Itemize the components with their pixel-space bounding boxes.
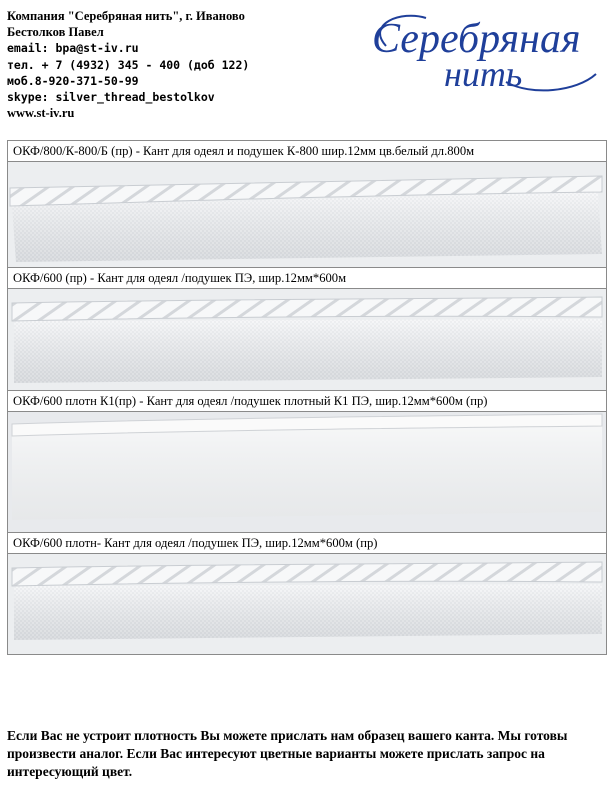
company-logo xyxy=(356,4,610,100)
product-photo xyxy=(8,162,606,267)
website-link[interactable]: www.st-iv.ru xyxy=(7,106,75,121)
product-item xyxy=(7,267,607,390)
skype-id: skype: silver_thread_bestolkov xyxy=(7,90,215,105)
logo-text-line2: нить xyxy=(444,54,523,94)
email-link[interactable]: email: bpa@st-iv.ru xyxy=(7,41,139,56)
product-item xyxy=(7,390,607,532)
product-item xyxy=(7,532,607,655)
product-photo xyxy=(8,554,606,654)
contact-block xyxy=(7,8,347,121)
product-list xyxy=(7,140,607,655)
product-photo xyxy=(8,289,606,390)
product-label: ОКФ/600 плотн К1(пр) - Кант для одеял /подушек плотный К1 ПЭ, шир.12мм*600м (пр) xyxy=(8,391,606,412)
product-label: ОКФ/800/К-800/Б (пр) - Кант для одеял и подушек К-800 шир.12мм цв.белый дл.800м xyxy=(8,141,606,162)
product-item xyxy=(7,140,607,267)
product-label: ОКФ/600 плотн- Кант для одеял /подушек ПЭ, шир.12мм*600м (пр) xyxy=(8,533,606,554)
phone-number: тел. + 7 (4932) 345 - 400 (доб 122) xyxy=(7,57,250,72)
product-photo xyxy=(8,412,606,532)
contact-person: Бестолков Павел xyxy=(7,25,104,40)
footer-note: Если Вас не устроит плотность Вы можете прислать нам образец вашего канта. Мы готовы произвести аналог. Если Вас интересуют цветные варианты можете прислать запрос на интересующий цвет. xyxy=(7,728,568,779)
logo-text-line1: Серебряная xyxy=(372,16,581,62)
product-label: ОКФ/600 (пр) - Кант для одеял /подушек ПЭ, шир.12мм*600м xyxy=(8,268,606,289)
company-name: Компания "Серебряная нить", г. Иваново xyxy=(7,9,245,23)
mobile-number: моб.8-920-371-50-99 xyxy=(7,73,139,88)
